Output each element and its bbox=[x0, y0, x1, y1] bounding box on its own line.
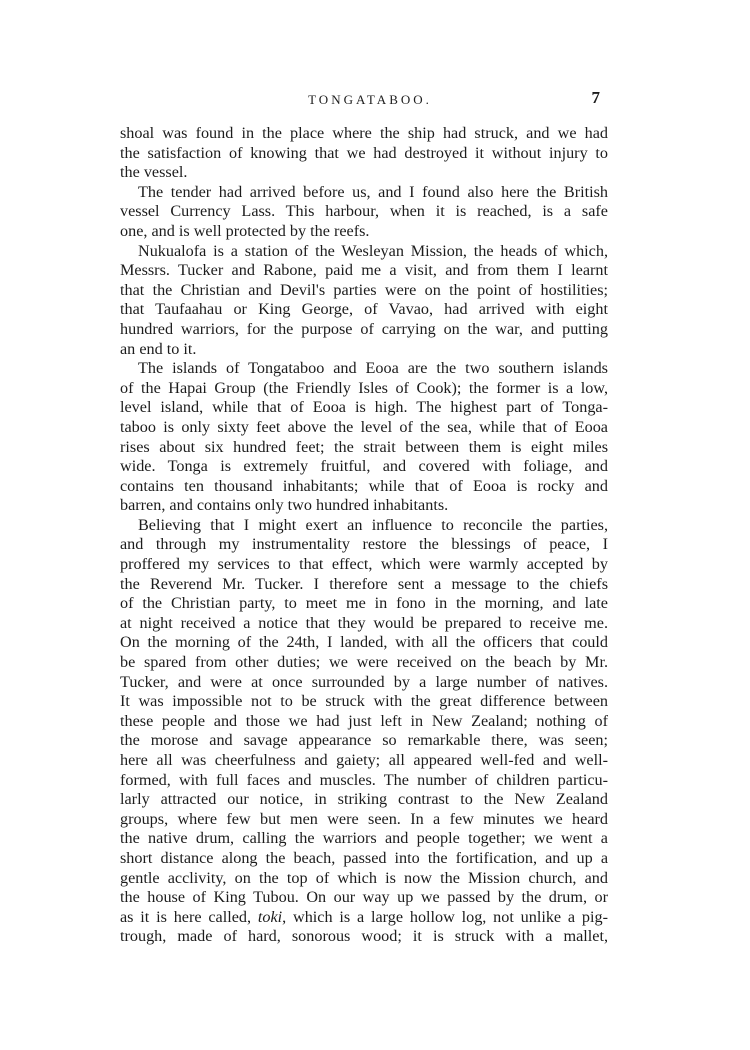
text-line: these people and those we had just left in New Zealand; nothing of bbox=[120, 711, 608, 730]
text-line: trough, made of hard, sonorous wood; it is struck with a mallet, bbox=[120, 927, 608, 946]
italic-term-toki: toki bbox=[257, 907, 283, 926]
text-line: gentle acclivity, on the top of which is now the Mission church, and bbox=[120, 868, 608, 887]
text-line bbox=[120, 908, 608, 928]
text-line: hundred warriors, for the purpose of carrying on the war, and putting bbox=[120, 319, 608, 338]
text-line: shoal was found in the place where the ship had struck, and we had bbox=[120, 124, 608, 142]
text-line: of the Hapai Group (the Friendly Isles of Cook); the former is a low, bbox=[120, 378, 608, 397]
text-line: barren, and contains only two hundred inhabitants. bbox=[120, 496, 449, 515]
text-line: Tucker, and were at once surrounded by a large number of natives. bbox=[120, 672, 608, 691]
body-text bbox=[120, 124, 608, 947]
text-line: The islands of Tongataboo and Eooa are the two southern islands bbox=[138, 359, 608, 378]
text-line: proffered my services to that effect, which were warmly accepted by bbox=[120, 555, 608, 574]
text-line: Nukualofa is a station of the Wesleyan Mission, the heads of which, bbox=[138, 241, 608, 260]
text-line: The tender had arrived before us, and I found also here the British bbox=[138, 182, 608, 201]
text-line: one, and is well protected by the reefs. bbox=[120, 221, 370, 240]
text-line: here all was cheerfulness and gaiety; all appeared well-fed and well- bbox=[120, 751, 608, 769]
text-line: It was impossible not to be struck with the great difference between bbox=[120, 692, 608, 711]
text-line: the vessel. bbox=[120, 163, 188, 182]
text-line: an end to it. bbox=[120, 339, 197, 358]
text-line: that the Christian and Devil's parties were on the point of hostilities; bbox=[120, 280, 608, 299]
text-line: wide. Tonga is extremely fruitful, and covered with foliage, and bbox=[120, 457, 608, 476]
text-line: formed, with full faces and muscles. The number of children particu- bbox=[120, 770, 608, 789]
text-run: , which is a large hollow log, not unlike a pig- bbox=[282, 907, 608, 926]
text-line: the morose and savage appearance so remarkable there, was seen; bbox=[120, 731, 608, 750]
text-line: rises about six hundred feet; the strait between them is eight miles bbox=[120, 437, 608, 456]
text-line: contains ten thousand inhabitants; while that of Eooa is rocky and bbox=[120, 476, 608, 495]
text-line: the native drum, calling the warriors and people together; we went a bbox=[120, 829, 608, 848]
text-line: of the Christian party, to meet me in fono in the morning, and late bbox=[120, 594, 608, 613]
running-title: TONGATABOO. bbox=[308, 92, 432, 107]
running-head bbox=[120, 88, 600, 108]
text-line: vessel Currency Lass. This harbour, when it is reached, is a safe bbox=[120, 202, 608, 221]
text-line: and through my instrumentality restore the blessings of peace, I bbox=[120, 535, 608, 554]
text-line: Believing that I might exert an influence to reconcile the parties, bbox=[138, 515, 608, 534]
page-number: 7 bbox=[591, 88, 600, 107]
text-line: larly attracted our notice, in striking contrast to the New Zealand bbox=[120, 790, 608, 809]
text-line: groups, where few but men were seen. In a few minutes we heard bbox=[120, 809, 608, 828]
text-line: level island, while that of Eooa is high. The highest part of Tonga- bbox=[120, 398, 608, 417]
text-line: Messrs. Tucker and Rabone, paid me a visit, and from them I learnt bbox=[120, 261, 608, 280]
text-line: short distance along the beach, passed into the fortification, and up a bbox=[120, 848, 608, 867]
text-line: taboo is only sixty feet above the level of the sea, while that of Eooa bbox=[120, 417, 608, 436]
text-line: be spared from other duties; we were received on the beach by Mr. bbox=[120, 653, 608, 672]
text-line: the house of King Tubou. On our way up we passed by the drum, or bbox=[120, 888, 608, 907]
text-line: On the morning of the 24th, I landed, with all the officers that could bbox=[120, 633, 608, 652]
text-run: as it is here called, bbox=[120, 907, 258, 926]
text-line: that Taufaahau or King George, of Vavao, had arrived with eight bbox=[120, 300, 608, 319]
text-line: at night received a notice that they would be prepared to receive me. bbox=[120, 613, 608, 632]
text-line: the Reverend Mr. Tucker. I therefore sent a message to the chiefs bbox=[120, 574, 608, 593]
text-line: the satisfaction of knowing that we had destroyed it without injury to bbox=[120, 143, 608, 162]
